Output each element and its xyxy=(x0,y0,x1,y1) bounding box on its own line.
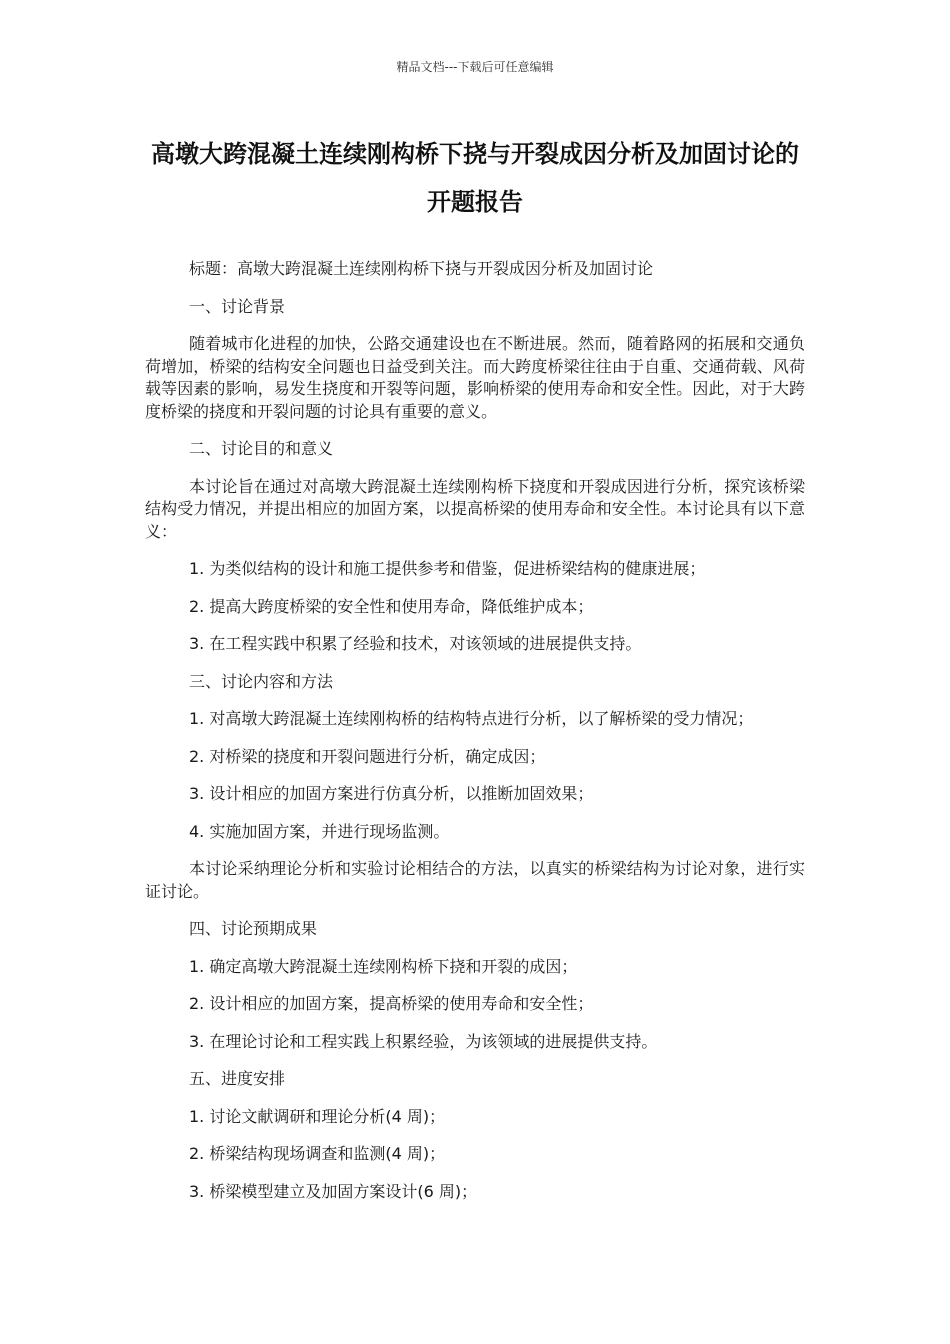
list-item: 1. 对高墩大跨混凝土连续刚构桥的结构特点进行分析，以了解桥梁的受力情况； xyxy=(189,709,754,728)
paragraph-method: 本讨论采纳理论分析和实验讨论相结合的方法，以真实的桥梁结构为讨论对象，进行实证讨论。 xyxy=(145,859,805,901)
section-heading-purpose: 二、讨论目的和意义 xyxy=(189,439,334,458)
list-item: 3. 设计相应的加固方案进行仿真分析，以推断加固效果； xyxy=(189,784,594,803)
list-item: 3. 在工程实践中积累了经验和技术，对该领域的进展提供支持。 xyxy=(189,634,642,653)
section-heading-schedule: 五、进度安排 xyxy=(189,1069,286,1088)
list-item: 1. 讨论文献调研和理论分析(4 周)； xyxy=(189,1106,446,1126)
document-body xyxy=(145,258,805,1218)
section-heading-background: 一、讨论背景 xyxy=(189,296,286,316)
paragraph-purpose: 本讨论旨在通过对高墩大跨混凝土连续刚构桥下挠度和开裂成因进行分析，探究该桥梁结构受力情况，并提出相应的加固方案，以提高桥梁的使用寿命和安全性。本讨论具有以下意义： xyxy=(145,476,805,541)
list-item: 2. 设计相应的加固方案，提高桥梁的使用寿命和安全性； xyxy=(189,994,594,1013)
paragraph-background: 随着城市化进程的加快，公路交通建设也在不断进展。然而，随着路网的拓展和交通负荷增加，桥梁的结构安全问题也日益受到关注。而大跨度桥梁往往由于自重、交通荷载、风荷载等因素的影响，易发生挠度和开裂等问题，影响桥梁的使用寿命和安全性。因此，对于大跨度桥梁的挠度和开裂问题的讨论具有重要的意义。 xyxy=(145,334,805,421)
section-heading-content: 三、讨论内容和方法 xyxy=(189,671,334,691)
list-item: 2. 对桥梁的挠度和开裂问题进行分析，确定成因； xyxy=(189,746,546,766)
list-item: 3. 桥梁模型建立及加固方案设计(6 周)； xyxy=(189,1181,478,1201)
list-item: 1. 确定高墩大跨混凝土连续刚构桥下挠和开裂的成因； xyxy=(189,956,578,976)
section-heading-outcomes: 四、讨论预期成果 xyxy=(189,919,318,938)
list-item: 1. 为类似结构的设计和施工提供参考和借鉴，促进桥梁结构的健康进展； xyxy=(189,559,706,578)
list-item: 3. 在理论讨论和工程实践上积累经验，为该领域的进展提供支持。 xyxy=(189,1031,658,1051)
subtitle-line: 标题：高墩大跨混凝土连续刚构桥下挠与开裂成因分析及加固讨论 xyxy=(189,259,654,278)
list-item: 2. 桥梁结构现场调查和监测(4 周)； xyxy=(189,1144,446,1163)
header-note: 精品文档---下载后可任意编辑 xyxy=(396,60,554,74)
list-item: 2. 提高大跨度桥梁的安全性和使用寿命，降低维护成本； xyxy=(189,596,594,616)
list-item: 4. 实施加固方案，并进行现场监测。 xyxy=(189,821,450,841)
document-title: 高墩大跨混凝土连续刚构桥下挠与开裂成因分析及加固讨论的开题报告 xyxy=(151,140,799,216)
